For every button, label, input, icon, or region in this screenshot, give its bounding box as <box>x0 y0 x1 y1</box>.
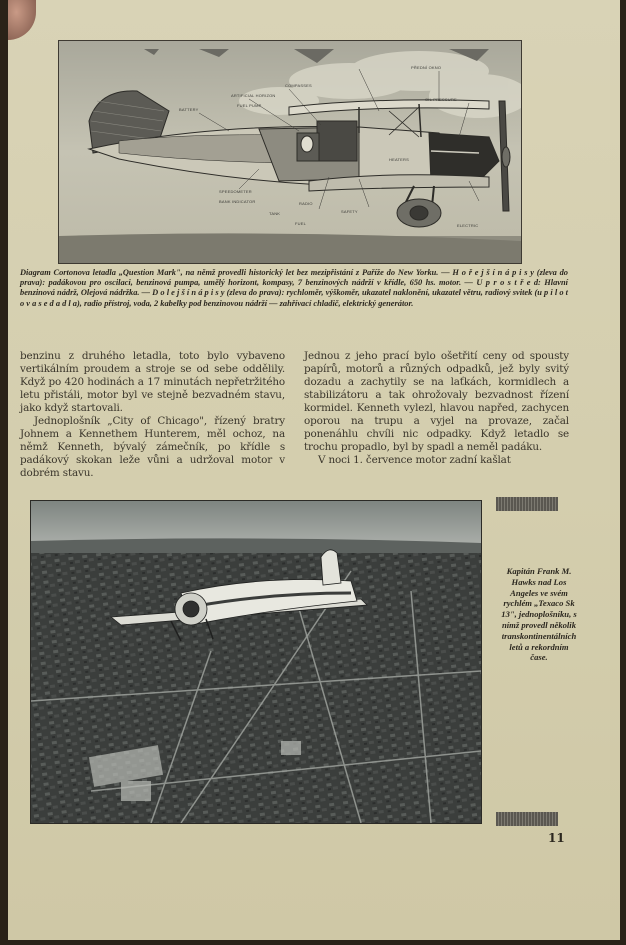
diagram-label: FUEL PUMP <box>237 103 262 108</box>
monoplane-over-city-photo <box>31 501 481 823</box>
page-number: 11 <box>548 831 565 845</box>
diagram-label: SAFETY <box>341 209 358 214</box>
paragraph: benzinu z druhého letadla, toto bylo vybaveno vertikálním proudem a stroje se od sebe oddělily. Když po 420 hodinách a 17 minutách nepřetržitého letu přistáli, motor byl ve stejně bezvadném stavu, jako když startovali. <box>20 350 285 414</box>
thumb-in-frame <box>8 0 36 40</box>
diagram-label: BANK INDICATOR <box>219 199 256 204</box>
biplane-illustration <box>59 41 521 263</box>
article-columns <box>20 350 568 490</box>
diagram-label: SPEEDOMETER <box>219 189 252 194</box>
photo-caption: Kapitán Frank M. Hawks nad Los Angeles ve svém rychlém „Texaco Sk 13", jednoplošníku, s nímž provedl několik transkontinentálních letů a rekordním čase. <box>501 566 577 663</box>
paragraph: Jednou z jeho prací bylo ošetřití ceny od spousty papírů, motorů a různých odpadků, jež byly svitý dozadu a zachytily se na laťkách, kormidlech a stabilizátoru a tak ohrožovaly bezvadnost řízení kormidel. Kenneth vylezl, hlavou napřed, zachycen oporou na trupu a vyjel na provaze, začal ponenáhlu chvíli nic odpadky. Když letadlo se trochu propadlo, byl by spadl a neměl padáku. <box>304 350 569 453</box>
diagram-label: COMPASSES <box>285 83 312 88</box>
diagram-label: ARTIFICIAL HORIZON <box>231 93 276 98</box>
diagram-label: OIL PRESSURE <box>425 97 457 102</box>
magazine-page <box>8 0 620 940</box>
diagram-label: BATTERY <box>179 107 199 112</box>
diagram-label: HEATERS <box>389 157 409 162</box>
diagram-label: PŘEDNÍ OKNO <box>411 65 442 70</box>
paragraph: Jednoplošník „City of Chicago", řízený bratry Johnem a Kennethem Hunterem, měl ochoz, na němž Kenneth, bývalý zámečník, po křídle s padákový skokan leže vůni a udržoval motor v dobrém stavu. <box>20 415 285 479</box>
aerial-photo <box>30 500 482 824</box>
decorative-bar <box>496 497 558 511</box>
article-column-left <box>20 350 285 480</box>
diagram-label: FUEL <box>295 221 307 226</box>
article-column-right <box>304 350 569 467</box>
decorative-bar <box>496 812 558 826</box>
diagram-label: RADIO <box>299 201 313 206</box>
diagram-caption: Diagram Cortonova letadla „Question Mark", na němž provedli historický let bez mezipřistání z Paříže do New Yorku. — H o ř e j š í n á p i s y (zleva do prava): padákovou pro oscilaci, benzinová pumpa, umělý horizont, kompasy, 7 benzinových nádrží v křídle, 650 hs. motor. — U p r o s t ř e d: Hlavní benzinová nádrž, Olejová nádržka. — D o l e j š í n á p i s y (zleva do prava): rychloměr, výškoměr, ukazatel naklonění, ukazatel větru, radiový svitek (u p i l o t o v a s e d a d l a), radio přístroj, voda, 2 kabelky pod benzinovou nádrží — zahřívací chladič, elektrický generátor. <box>20 268 568 308</box>
cutaway-diagram <box>58 40 522 264</box>
paragraph: V noci 1. července motor zadní kašlat <box>318 454 511 466</box>
diagram-label: TANK <box>269 211 281 216</box>
diagram-label: ELECTRIC <box>457 223 479 228</box>
